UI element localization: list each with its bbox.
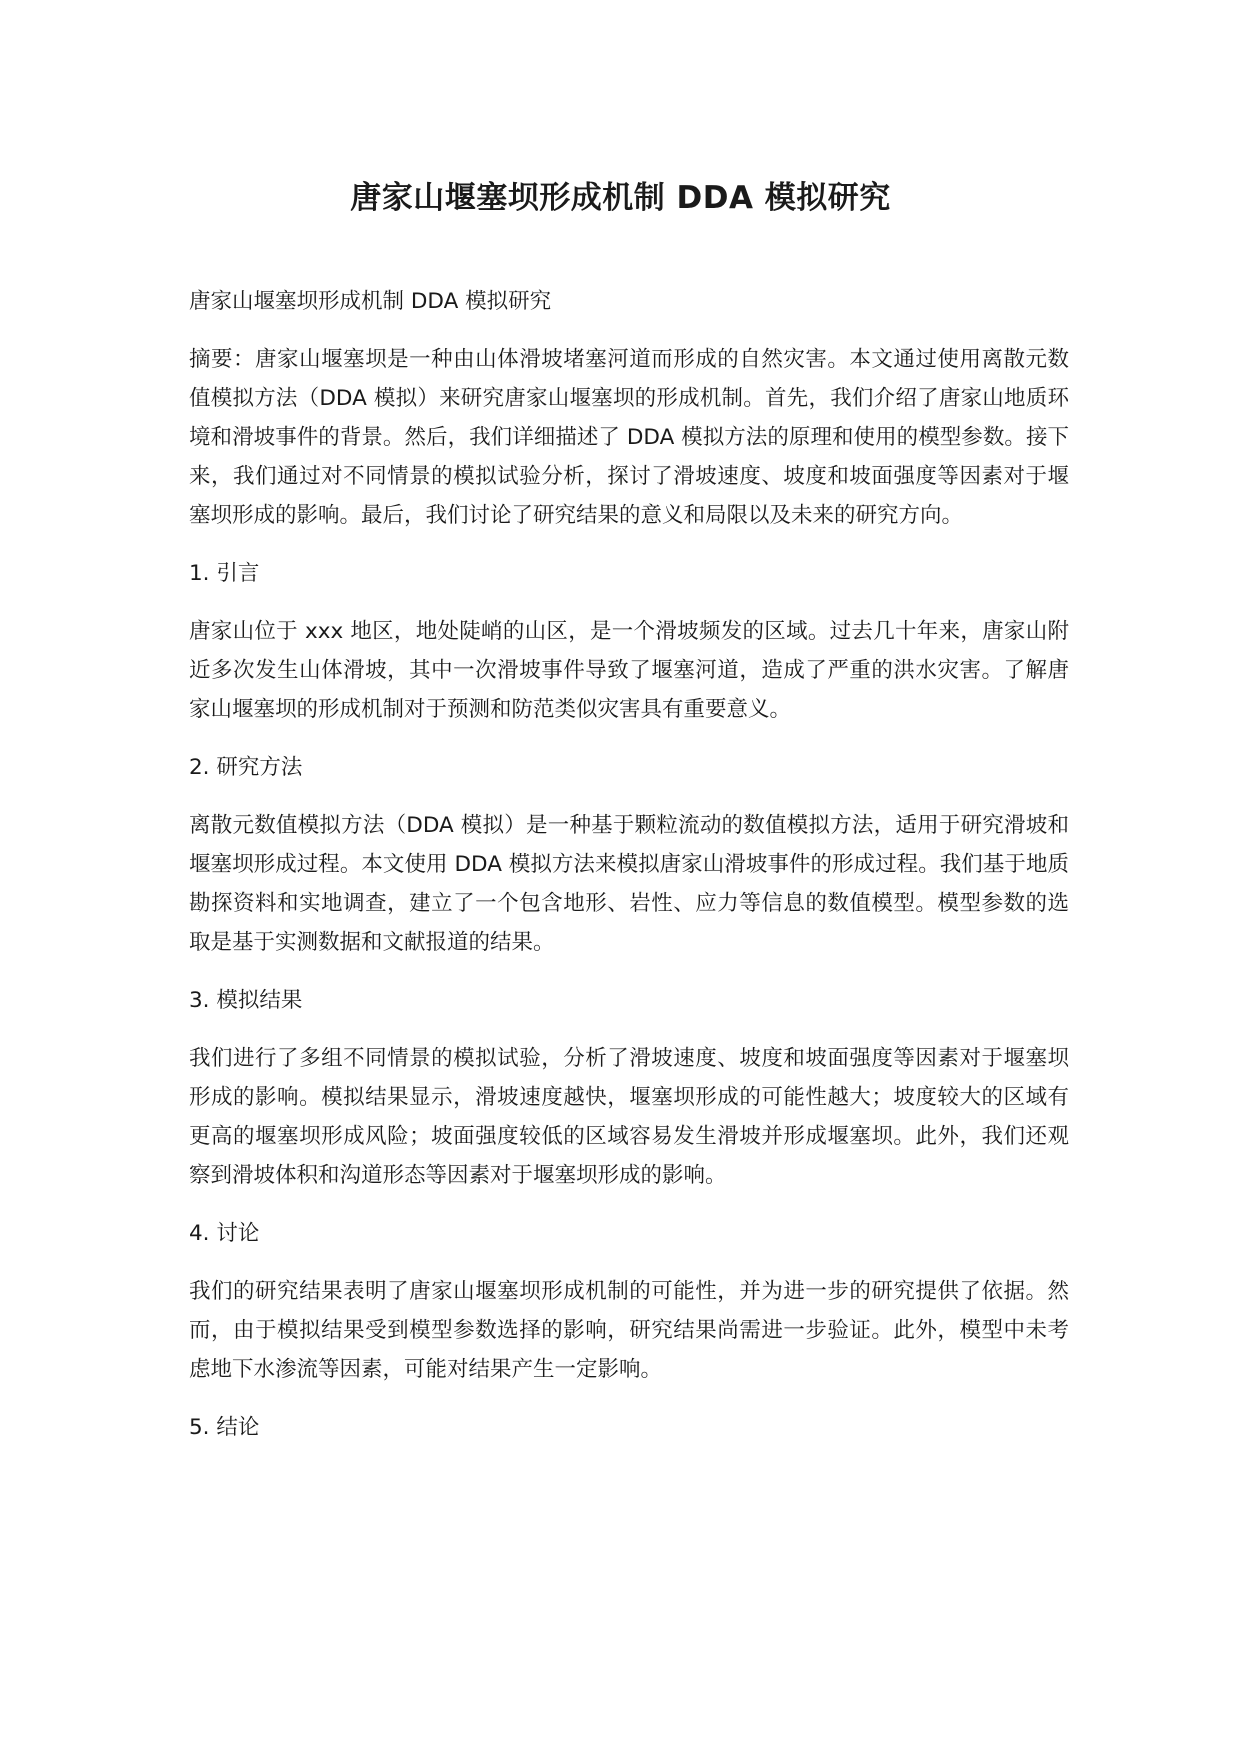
document-title: 唐家山堰塞坝形成机制 DDA 模拟研究 <box>350 180 891 216</box>
section-body-methods: 离散元数值模拟方法（DDA 模拟）是一种基于颗粒流动的数值模拟方法，适用于研究滑坡和堰塞坝形成过程。本文使用 DDA 模拟方法来模拟唐家山滑坡事件的形成过程。我们基于地质勘探资料和实地调查，建立了一个包含地形、岩性、应力等信息的数值模型。模型参数的选取是基于实测数据和文献报道的结果。 <box>189 813 1069 955</box>
section-heading-conclusion: 5. 结论 <box>189 1415 260 1440</box>
document-body <box>189 282 1069 1466</box>
section-heading-discussion: 4. 讨论 <box>189 1221 260 1246</box>
section-heading-results: 3. 模拟结果 <box>189 988 303 1013</box>
section-body-introduction: 唐家山位于 xxx 地区，地处陡峭的山区，是一个滑坡频发的区域。过去几十年来，唐家山附近多次发生山体滑坡，其中一次滑坡事件导致了堰塞河道，造成了严重的洪水灾害。了解唐家山堰塞坝的形成机制对于预测和防范类似灾害具有重要意义。 <box>189 619 1069 722</box>
document-subtitle: 唐家山堰塞坝形成机制 DDA 模拟研究 <box>189 289 552 314</box>
section-heading-introduction: 1. 引言 <box>189 561 260 586</box>
section-heading-methods: 2. 研究方法 <box>189 755 303 780</box>
section-body-discussion: 我们的研究结果表明了唐家山堰塞坝形成机制的可能性，并为进一步的研究提供了依据。然而，由于模拟结果受到模型参数选择的影响，研究结果尚需进一步验证。此外，模型中未考虑地下水渗流等因素，可能对结果产生一定影响。 <box>189 1279 1069 1382</box>
abstract-paragraph: 摘要：唐家山堰塞坝是一种由山体滑坡堵塞河道而形成的自然灾害。本文通过使用离散元数值模拟方法（DDA 模拟）来研究唐家山堰塞坝的形成机制。首先，我们介绍了唐家山地质环境和滑坡事件的背景。然后，我们详细描述了 DDA 模拟方法的原理和使用的模型参数。接下来，我们通过对不同情景的模拟试验分析，探讨了滑坡速度、坡度和坡面强度等因素对于堰塞坝形成的影响。最后，我们讨论了研究结果的意义和局限以及未来的研究方向。 <box>189 347 1069 528</box>
section-body-results: 我们进行了多组不同情景的模拟试验，分析了滑坡速度、坡度和坡面强度等因素对于堰塞坝形成的影响。模拟结果显示，滑坡速度越快，堰塞坝形成的可能性越大；坡度较大的区域有更高的堰塞坝形成风险；坡面强度较低的区域容易发生滑坡并形成堰塞坝。此外，我们还观察到滑坡体积和沟道形态等因素对于堰塞坝形成的影响。 <box>189 1046 1069 1188</box>
